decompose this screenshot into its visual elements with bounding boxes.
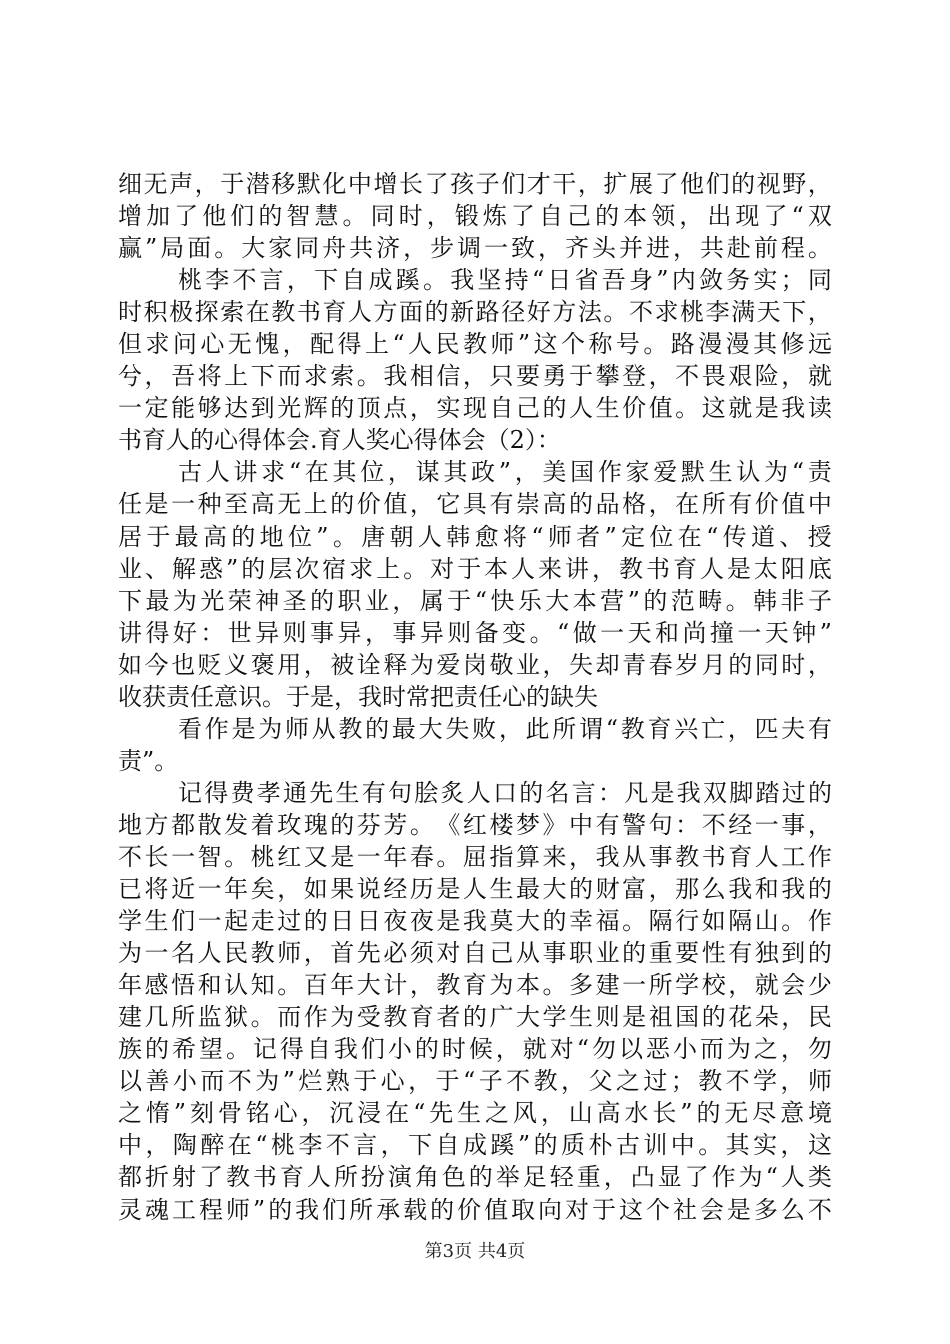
text-line: 但 求 问 心 无 愧 ， 配 得 上 “ 人 民 教 师 ” 这 个 称 号 。 路 漫 漫 其 修 远 [118,330,832,359]
text-line: 建 几 所 监 狱 。 而 作 为 受 教 育 者 的 广 大 学 生 则 是 祖 国 的 花 朵 ， 民 [118,1003,832,1032]
text-line: 为 一 名 人 民 教 师 ， 首 先 必 须 对 自 己 从 事 职 业 的 重 要 性 有 独 到 的 [118,939,832,968]
text-line: 书育人的心得体会.育人奖心得体会（2）： [118,426,561,455]
text-line: 年 感 悟 和 认 知 。 百 年 大 计 ， 教 育 为 本 。 多 建 一 所 学 校 ， 就 会 少 [118,971,832,1000]
document-body [118,168,832,1226]
text-line: 细 无 声 ， 于 潜 移 默 化 中 增 长 了 孩 子 们 才 干 ， 扩 展 了 他 们 的 视 野 ， [118,170,832,198]
text-line: 时 积 极 探 索 在 教 书 育 人 方 面 的 新 路 径 好 方 法 。 不 求 桃 李 满 天 下 ， [118,298,832,327]
text-line: 地 方 都 散 发 着 玫 瑰 的 芬 芳 。 《 红 楼 梦 》 中 有 警 句 ： 不 经 一 事 ， [118,810,832,839]
text-line: 业 、 解 惑 ” 的 层 次 宿 求 上 。 对 于 本 人 来 讲 ， 教 书 育 人 是 太 阳 底 [118,554,832,583]
text-line: 中 ， 陶 醉 在 “ 桃 李 不 言 ， 下 自 成 蹊 ” 的 质 朴 古 训 中 。 其 实 ， 这 [118,1131,832,1160]
text-line: 如 今 也 贬 义 褒 用 ， 被 诠 释 为 爱 岗 敬 业 ， 失 却 青 春 岁 月 的 同 时 ， [118,650,832,679]
text-line: 赢 ” 局 面 。 大 家 同 舟 共 济 ， 步 调 一 致 ， 齐 头 并 进 ， 共 赴 前 程 。 [118,234,832,263]
text-line: 兮 ， 吾 将 上 下 而 求 索 。 我 相 信 ， 只 要 勇 于 攀 登 ， 不 畏 艰 险 ， 就 [118,362,832,391]
text-line: 责”。 [118,746,179,775]
text-line: 不 长 一 智 。 桃 红 又 是 一 年 春 。 屈 指 算 来 ， 我 从 事 教 书 育 人 工 作 [118,842,832,871]
text-line: 族 的 希 望 。 记 得 自 我 们 小 的 时 候 ， 就 对 “ 勿 以 恶 小 而 为 之 ， 勿 [118,1035,832,1064]
text-line: 收获责任意识。于是，我时常把责任心的缺失 [118,682,598,711]
text-line: 都 折 射 了 教 书 育 人 所 扮 演 角 色 的 举 足 轻 重 ， 凸 显 了 作 为 “ 人 类 [118,1163,832,1192]
text-line: 一 定 能 够 达 到 光 辉 的 顶 点 ， 实 现 自 己 的 人 生 价 值 。 这 就 是 我 读 [118,394,832,423]
text-line: 记 得 费 孝 通 先 生 有 句 脍 炙 人 口 的 名 言 ： 凡 是 我 双 脚 踏 过 的 [178,778,832,807]
text-line: 桃 李 不 言 ， 下 自 成 蹊 。 我 坚 持 “ 日 省 吾 身 ” 内 敛 务 实 ； 同 [178,266,832,295]
text-line: 任 是 一 种 至 高 无 上 的 价 值 ， 它 具 有 崇 高 的 品 格 ， 在 所 有 价 值 中 [118,490,832,519]
text-line: 居 于 最 高 的 地 位 ” 。 唐 朝 人 韩 愈 将 “ 师 者 ” 定 位 在 “ 传 道 、 授 [118,522,832,551]
text-line: 已 将 近 一 年 矣 ， 如 果 说 经 历 是 人 生 最 大 的 财 富 ， 那 么 我 和 我 的 [118,875,832,904]
text-line: 以 善 小 而 不 为 ” 烂 熟 于 心 ， 于 “ 子 不 教 ， 父 之 过 ； 教 不 学 ， 师 [118,1067,832,1096]
text-line: 之 惰 ” 刻 骨 铭 心 ， 沉 浸 在 “ 先 生 之 风 ， 山 高 水 长 ” 的 无 尽 意 境 [118,1099,832,1128]
text-line: 下 最 为 光 荣 神 圣 的 职 业 ， 属 于 “ 快 乐 大 本 营 ” 的 范 畴 。 韩 非 子 [118,586,832,615]
text-line: 古 人 讲 求 “ 在 其 位 ， 谋 其 政 ” ， 美 国 作 家 爱 默 生 认 为 “ 责 [178,458,832,487]
text-line: 学 生 们 一 起 走 过 的 日 日 夜 夜 是 我 莫 大 的 幸 福 。 隔 行 如 隔 山 。 作 [118,907,832,936]
text-line: 看 作 是 为 师 从 教 的 最 大 失 败 ， 此 所 谓 “ 教 育 兴 亡 ， 匹 夫 有 [178,714,832,743]
page-footer: 第3页 共4页 [424,1241,526,1262]
text-line: 讲 得 好 ： 世 异 则 事 异 ， 事 异 则 备 变 。 “ 做 一 天 和 尚 撞 一 天 钟 ” [118,618,832,647]
text-line: 灵 魂 工 程 师 ” 的 我 们 所 承 载 的 价 值 取 向 对 于 这 个 社 会 是 多 么 不 [118,1195,832,1224]
text-line: 增 加 了 他 们 的 智 慧 。 同 时 ， 锻 炼 了 自 己 的 本 领 ， 出 现 了 “ 双 [118,202,832,231]
